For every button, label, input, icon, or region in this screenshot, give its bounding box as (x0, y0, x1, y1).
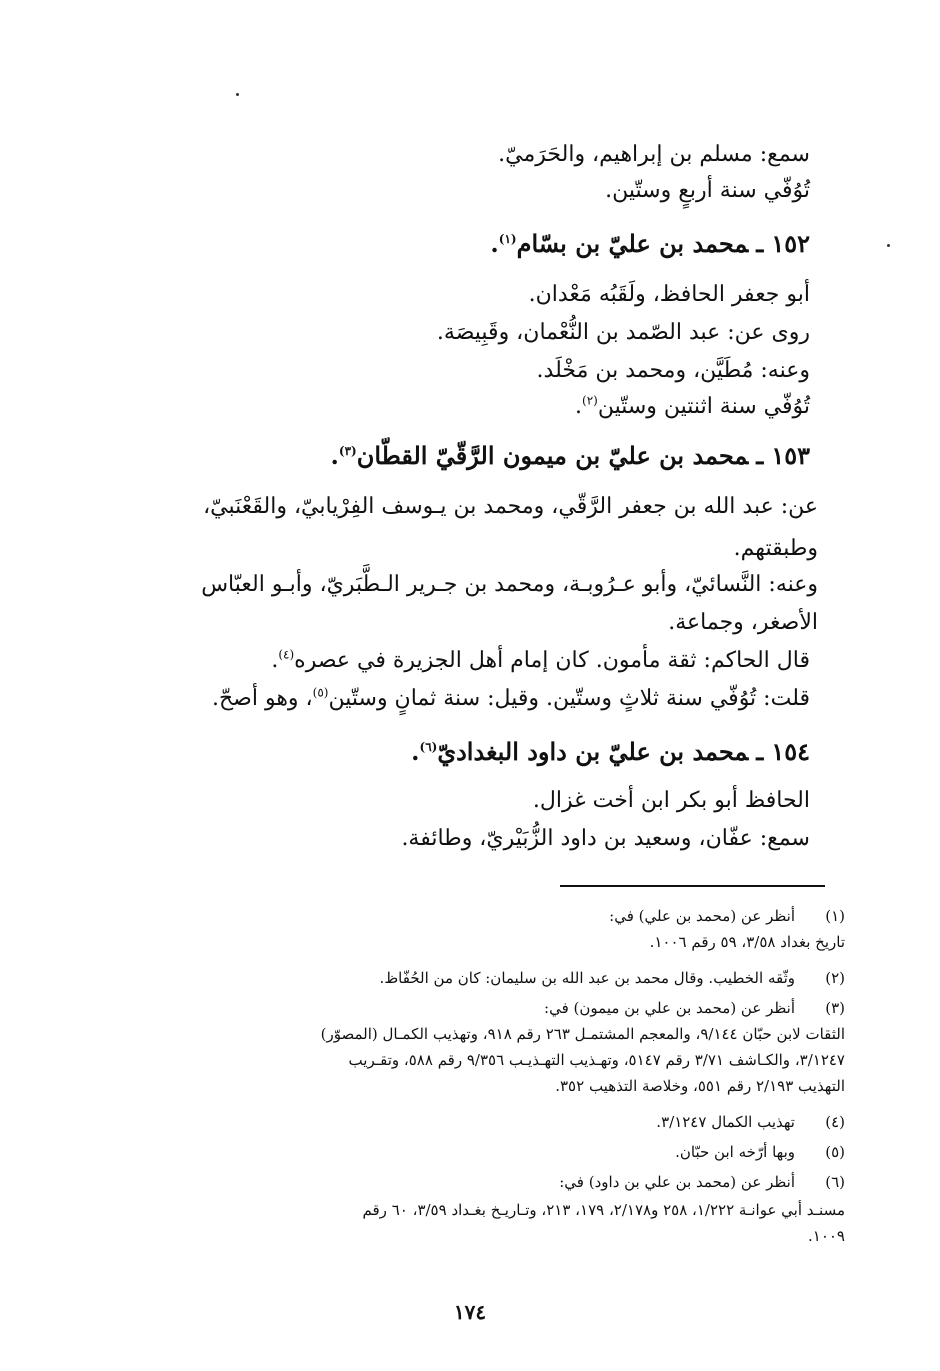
footnote-text: ٣/١٢٤٧، والكـاشف ٣/٧١ رقم ٥١٤٧، وتهـذيب التهـذيـب ٩/٣٥٦ رقم ٥٨٨، وتقـريب (348, 1051, 845, 1069)
text-line: روى عن: عبد الصّمد بن النُّعْمان، وقَبِيصَة. (436, 320, 810, 345)
footnote-ref: (١) (498, 232, 517, 246)
footnote-text: وثّقه الخطيب. وقال محمد بن عبد الله بن سليمان: كان من الحُفّاظ. (379, 969, 795, 987)
text-run: قلت: تُوُفّي سنة ثلاثٍ وستّين. وقيل: سنة ثمانٍ وستّين (328, 686, 810, 711)
text-line: عن: عبد الله بن جعفر الرَّقّي، ومحمد بن يـوسف الفِرْيابيّ، والقَعْنَبيّ، (203, 494, 818, 519)
footnote-text: أنظر عن (محمد بن علي بن ميمون) في: (544, 999, 795, 1017)
footnote-text: وبها أرّخه ابن حبّان. (675, 1143, 795, 1161)
text-line: وعنه: النَّسائيّ، وأبو عـرُوبـة، ومحمد بن جـرير الـطَّبَريّ، وأبـو العبّاس (201, 572, 818, 597)
text-line (95, 392, 810, 422)
text-line: وعنه: مُطَيَّن، ومحمد بن مَخْلَد. (536, 358, 810, 383)
scan-speck (887, 244, 890, 247)
footnote-text: تهذيب الكمال ٣/١٢٤٧. (656, 1113, 795, 1131)
entry-number: ١٥٣ (771, 441, 810, 470)
text-line: سمع: مسلم بن إبراهيم، والحَرَميّ. (498, 142, 810, 167)
footnote-number: (٦) (825, 1173, 845, 1191)
footnote-number: (٣) (825, 999, 845, 1017)
entry-dash: ـ (756, 441, 764, 470)
text-line: وطبقتهم. (733, 536, 818, 561)
entry-end: . (411, 737, 420, 766)
text-line (95, 684, 810, 714)
footnote-ref: (٦) (419, 740, 438, 754)
text-line: سمع: عفّان، وسعيد بن داود الزُّبَيْريّ، وطائفة. (401, 826, 810, 851)
text-line: الأصغر، وجماعة. (668, 610, 818, 635)
footnote-number: (٢) (825, 969, 845, 987)
text-run: قال الحاكم: ثقة مأمون. كان إمام أهل الجزيرة في عصره (294, 648, 810, 673)
text-run: . (271, 648, 279, 673)
entry-end: . (490, 229, 499, 258)
text-line (95, 646, 810, 676)
entry-dash: ـ (756, 229, 764, 258)
footnote-text: ١٠٠٩. (807, 1227, 845, 1245)
footnote-text: تاريخ بغداد ٣/٥٨، ٥٩ رقم ١٠٠٦. (649, 933, 845, 951)
text-run: . (575, 394, 582, 419)
footnote-separator (560, 885, 825, 887)
entry-heading-153 (95, 440, 810, 472)
entry-number: ١٥٢ (771, 229, 810, 258)
footnote-text: مسنـد أبي عوانـة ١/٢٢٢، ٢٥٨ و٢/١٧٨، ١٧٩، ٢١٣، وتـاريـخ بغـداد ٣/٥٩، ٦٠ رقم (362, 1201, 845, 1219)
entry-heading-152 (95, 228, 810, 260)
footnote-text: الثقات لابن حبّان ٩/١٤٤، والمعجم المشتمـل ٢٦٣ رقم ٩١٨، وتهذيب الكمـال (المصوّر) (320, 1025, 845, 1043)
footnote-ref: (٢) (582, 393, 598, 408)
entry-number: ١٥٤ (771, 737, 810, 766)
footnote-number: (٤) (825, 1113, 845, 1131)
footnote-ref: (٤) (278, 647, 295, 662)
footnote-text: التهذيب ٢/١٩٣ رقم ٥٥١، وخلاصة التذهيب ٣٥٢. (555, 1077, 845, 1095)
entry-name: محمد بن عليّ بن داود البغداديّ (437, 737, 749, 766)
entry-dash: ـ (756, 737, 764, 766)
text-run: تُوُفّي سنة اثنتين وستّين (597, 394, 810, 419)
footnote-text: أنظر عن (محمد بن علي) في: (609, 907, 795, 925)
footnote-number: (١) (825, 907, 845, 925)
page-number: ١٧٤ (453, 1300, 487, 1324)
scan-speck (236, 93, 239, 96)
footnote-text: أنظر عن (محمد بن علي بن داود) في: (559, 1173, 795, 1191)
footnote-number: (٥) (825, 1143, 845, 1161)
entry-end: . (330, 441, 339, 470)
text-line: الحافظ أبو بكر ابن أخت غزال. (532, 788, 810, 813)
text-line: تُوُفّي سنة أربعٍ وستّين. (605, 178, 810, 203)
entry-heading-154 (95, 736, 810, 768)
entry-name: محمد بن عليّ بن ميمون الرَّقّيّ القطّان (356, 441, 749, 470)
footnote-ref: (٣) (338, 444, 357, 458)
footnote-ref: (٥) (312, 685, 329, 700)
entry-name: محمد بن عليّ بن بسّام (516, 229, 749, 258)
text-line: أبو جعفر الحافظ، ولَقَبُه مَعْدان. (528, 282, 810, 307)
text-run: ، وهو أصحّ. (211, 686, 313, 711)
